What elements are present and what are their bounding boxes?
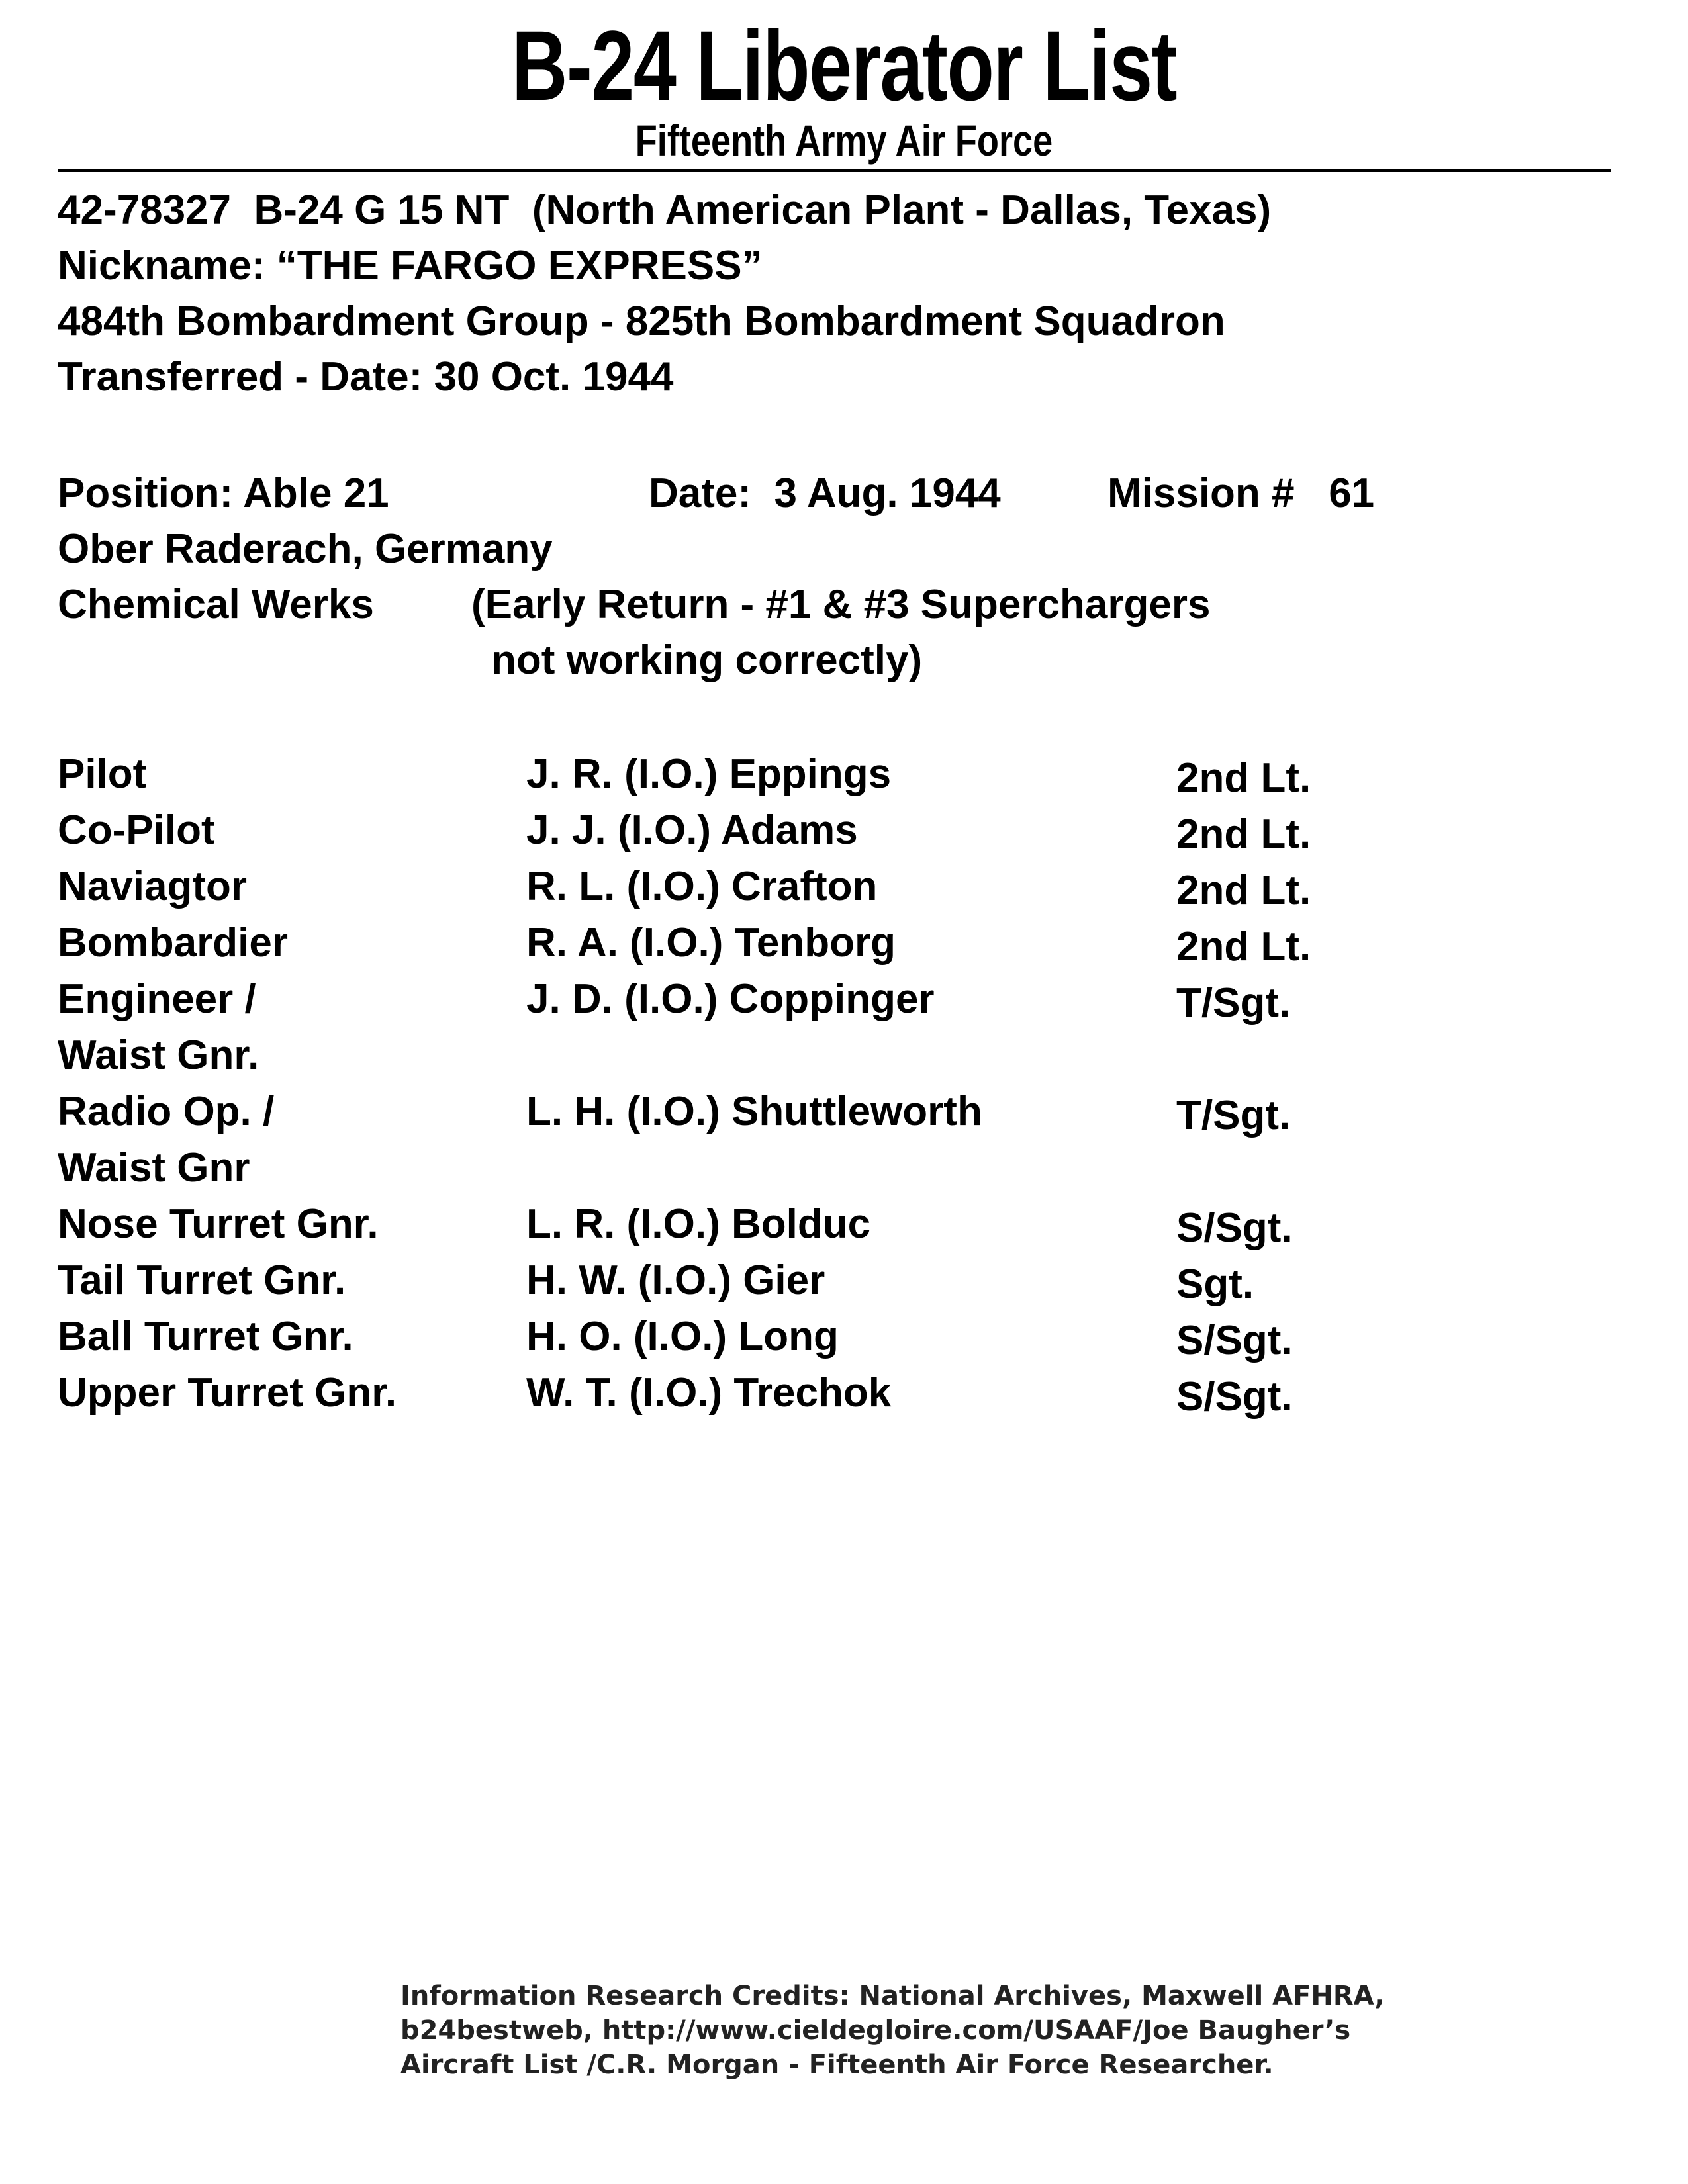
crew-role: Tail Turret Gnr. bbox=[58, 1257, 346, 1303]
crew-role: Pilot bbox=[58, 751, 147, 797]
crew-name: J. D. (I.O.) Coppinger bbox=[526, 976, 935, 1022]
unit-line: 484th Bombardment Group - 825th Bombardment Squadron bbox=[58, 298, 1225, 344]
mission-note-line-1: (Early Return - #1 & #3 Superchargers bbox=[471, 582, 1211, 627]
transfer-line: Transferred - Date: 30 Oct. 1944 bbox=[58, 354, 674, 400]
crew-rank: S/Sgt. bbox=[1176, 1374, 1293, 1420]
mission-date: Date: 3 Aug. 1944 bbox=[649, 471, 1001, 516]
page-title: B-24 Liberator List bbox=[511, 10, 1177, 121]
crew-rank: S/Sgt. bbox=[1176, 1205, 1293, 1251]
crew-role: Radio Op. / bbox=[58, 1089, 275, 1134]
mission-target: Chemical Werks bbox=[58, 582, 374, 627]
credits-line-2: b24bestweb, http://www.cieldegloire.com/USAAF/Joe Baugher’s bbox=[400, 2015, 1351, 2046]
crew-name: J. R. (I.O.) Eppings bbox=[526, 751, 892, 797]
crew-rank: Sgt. bbox=[1176, 1261, 1254, 1307]
page-subtitle: Fifteenth Army Air Force bbox=[635, 116, 1053, 165]
mission-note-line-2: not working correctly) bbox=[491, 637, 923, 683]
crew-name: J. J. (I.O.) Adams bbox=[526, 807, 858, 853]
crew-role: Upper Turret Gnr. bbox=[58, 1370, 397, 1416]
crew-name: L. H. (I.O.) Shuttleworth bbox=[526, 1089, 982, 1134]
research-credits bbox=[400, 1979, 1393, 2082]
crew-role: Ball Turret Gnr. bbox=[58, 1314, 353, 1359]
crew-name: W. T. (I.O.) Trechok bbox=[526, 1370, 892, 1416]
crew-role-continued: Waist Gnr. bbox=[58, 1032, 259, 1078]
mission-position: Position: Able 21 bbox=[58, 471, 389, 516]
crew-rank: S/Sgt. bbox=[1176, 1318, 1293, 1363]
nickname-line: Nickname: “THE FARGO EXPRESS” bbox=[58, 243, 763, 289]
crew-rank: 2nd Lt. bbox=[1176, 868, 1311, 913]
crew-role: Naviagtor bbox=[58, 864, 247, 909]
mission-number: Mission # 61 bbox=[1107, 471, 1375, 516]
serial-line: 42-78327 B-24 G 15 NT (North American Plant - Dallas, Texas) bbox=[58, 187, 1272, 233]
credits-line-1: Information Research Credits: National Archives, Maxwell AFHRA, bbox=[400, 1981, 1385, 2011]
crew-rank: T/Sgt. bbox=[1176, 1093, 1291, 1138]
crew-rank: 2nd Lt. bbox=[1176, 755, 1311, 801]
credits-line-3: Aircraft List /C.R. Morgan - Fifteenth Air Force Researcher. bbox=[400, 2050, 1274, 2080]
crew-name: H. W. (I.O.) Gier bbox=[526, 1257, 825, 1303]
header-divider bbox=[58, 169, 1611, 172]
crew-name: L. R. (I.O.) Bolduc bbox=[526, 1201, 871, 1247]
crew-name: R. L. (I.O.) Crafton bbox=[526, 864, 878, 909]
crew-role: Bombardier bbox=[58, 920, 288, 966]
crew-name: R. A. (I.O.) Tenborg bbox=[526, 920, 896, 966]
crew-rank: 2nd Lt. bbox=[1176, 924, 1311, 970]
crew-role: Nose Turret Gnr. bbox=[58, 1201, 379, 1247]
mission-location: Ober Raderach, Germany bbox=[58, 526, 553, 572]
crew-rank: 2nd Lt. bbox=[1176, 811, 1311, 857]
crew-role: Co-Pilot bbox=[58, 807, 215, 853]
crew-role-continued: Waist Gnr bbox=[58, 1145, 250, 1191]
crew-role: Engineer / bbox=[58, 976, 256, 1022]
crew-rank: T/Sgt. bbox=[1176, 980, 1291, 1026]
crew-name: H. O. (I.O.) Long bbox=[526, 1314, 839, 1359]
